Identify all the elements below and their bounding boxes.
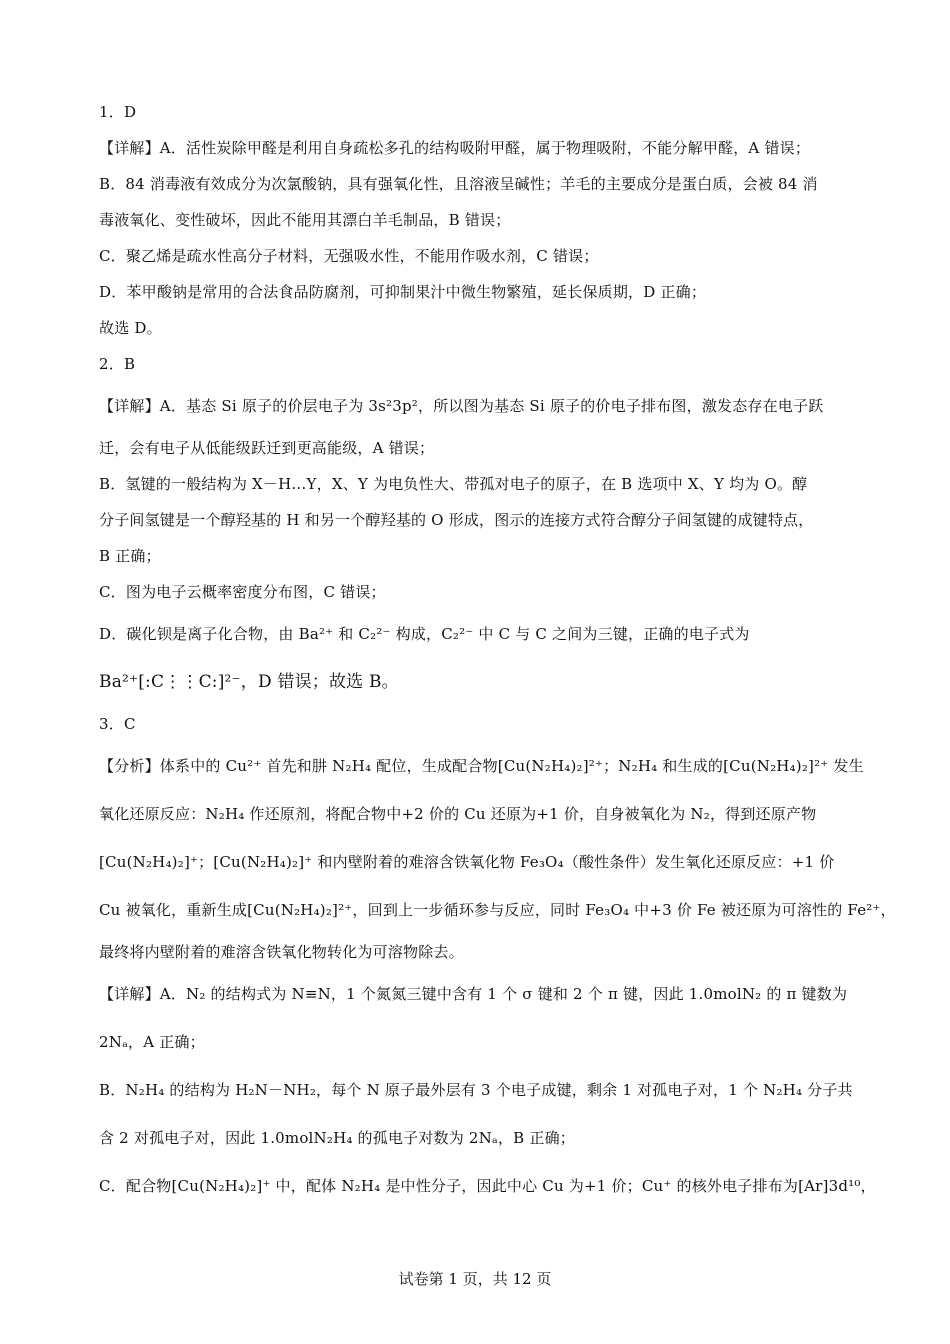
text-line: [Cu(N₂H₄)₂]⁺；[Cu(N₂H₄)₂]⁺ 和内壁附着的难溶含铁氧化物 Fe₃O₄（酸性条件）发生氧化还原反应：+1 价: [99, 853, 835, 871]
text-line: 最终将内壁附着的难溶含铁氧化物转化为可溶物除去。: [99, 943, 464, 961]
text-line: B．氢键的一般结构为 X－H…Y，X、Y 为电负性大、带孤对电子的原子，在 B 选项中 X、Y 均为 O。醇: [99, 475, 808, 493]
text-line: B 正确；: [99, 547, 161, 565]
text-line: 含 2 对孤电子对，因此 1.0molN₂H₄ 的孤电子对数为 2Nₐ，B 正确；: [99, 1129, 575, 1147]
text-line: 氧化还原反应：N₂H₄ 作还原剂，将配合物中+2 价的 Cu 还原为+1 价，自身被氧化为 N₂，得到还原产物: [99, 805, 817, 823]
text-line: 故选 D。: [99, 319, 162, 337]
text-line: 【分析】体系中的 Cu²⁺ 首先和肼 N₂H₄ 配位，生成配合物[Cu(N₂H₄)₂]²⁺；N₂H₄ 和生成的[Cu(N₂H₄)₂]²⁺ 发生: [99, 757, 864, 775]
text-line: 1．D: [99, 103, 137, 121]
text-line: 3．C: [99, 715, 136, 733]
text-line: C．聚乙烯是疏水性高分子材料，无强吸水性，不能用作吸水剂，C 错误；: [99, 247, 599, 265]
text-line: C．配合物[Cu(N₂H₄)₂]⁺ 中，配体 N₂H₄ 是中性分子，因此中心 Cu 为+1 价；Cu⁺ 的核外电子排布为[Ar]3d¹⁰，: [99, 1177, 876, 1195]
text-line: 【详解】A．活性炭除甲醛是利用自身疏松多孔的结构吸附甲醛，属于物理吸附，不能分解甲醛，A 错误；: [99, 139, 811, 157]
text-line: 【详解】A．N₂ 的结构式为 N≡N，1 个氮氮三键中含有 1 个 σ 键和 2 个 π 键，因此 1.0molN₂ 的 π 键数为: [99, 985, 848, 1003]
text-line: 迁，会有电子从低能级跃迁到更高能级，A 错误；: [99, 439, 435, 457]
text-line: B．N₂H₄ 的结构为 H₂N－NH₂，每个 N 原子最外层有 3 个电子成键，剩余 1 对孤电子对，1 个 N₂H₄ 分子共: [99, 1081, 853, 1099]
text-line: B．84 消毒液有效成分为次氯酸钠，具有强氧化性，且溶液呈碱性；羊毛的主要成分是蛋白质，会被 84 消: [99, 175, 818, 193]
text-line: D．碳化钡是离子化合物，由 Ba²⁺ 和 C₂²⁻ 构成，C₂²⁻ 中 C 与 C 之间为三键，正确的电子式为: [99, 625, 750, 643]
text-line: Cu 被氧化，重新生成[Cu(N₂H₄)₂]²⁺，回到上一步循环参与反应，同时 Fe₃O₄ 中+3 价 Fe 被还原为可溶性的 Fe²⁺，: [99, 901, 896, 919]
text-line: 毒液氧化、变性破坏，因此不能用其漂白羊毛制品，B 错误；: [99, 211, 511, 229]
text-line: C．图为电子云概率密度分布图，C 错误；: [99, 583, 386, 601]
text-line: 【详解】A．基态 Si 原子的价层电子为 3s²3p²，所以图为基态 Si 原子的价电子排布图，激发态存在电子跃: [99, 397, 824, 415]
text-line: 2．B: [99, 355, 136, 373]
page-footer: 试卷第 1 页，共 12 页: [398, 1270, 552, 1288]
text-line: 2Nₐ，A 正确；: [99, 1033, 205, 1051]
text-line: D．苯甲酸钠是常用的合法食品防腐剂，可抑制果汁中微生物繁殖，延长保质期，D 正确；: [99, 283, 707, 301]
text-line: Ba²⁺[:C⋮⋮C:]²⁻，D 错误；故选 B。: [99, 672, 399, 692]
text-line: 分子间氢键是一个醇羟基的 H 和另一个醇羟基的 O 形成，图示的连接方式符合醇分子间氢键的成键特点，: [99, 511, 814, 529]
